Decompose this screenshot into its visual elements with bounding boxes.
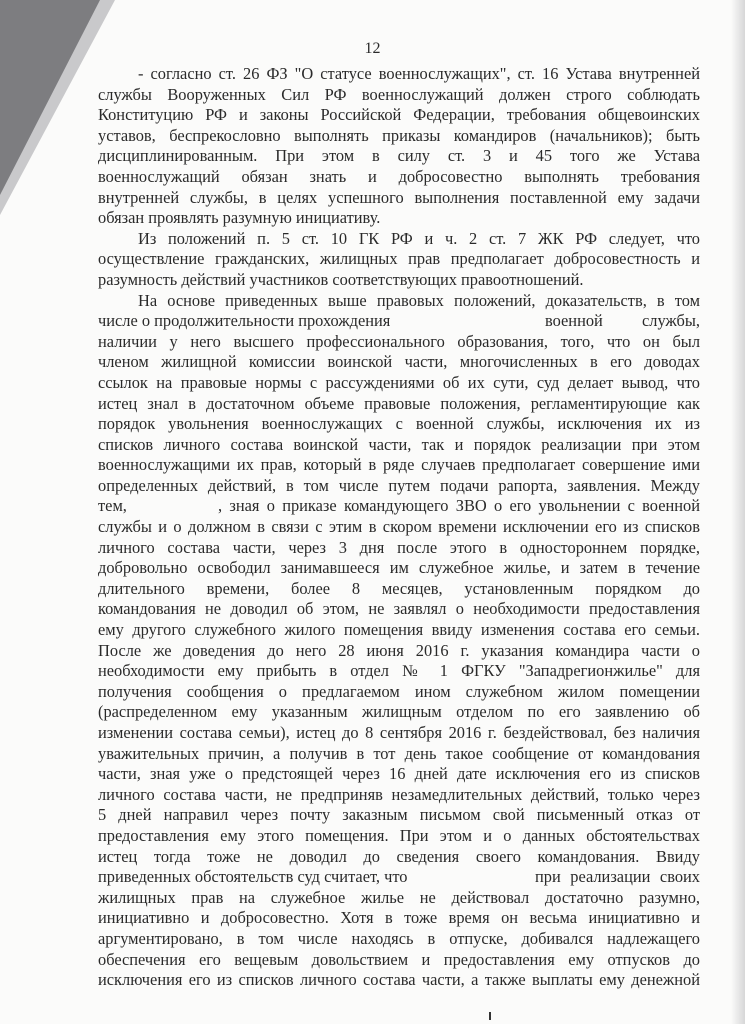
page-number: 12 xyxy=(364,40,381,57)
text-line: необходимости ему прибыть в отдел № 1 ФГКУ "Западрегионжилье" для xyxy=(98,661,700,681)
text-line: военнослужащими их прав, который в ряде случаев предполагает совершение ими xyxy=(98,455,700,475)
text-line-segment: тем, xyxy=(98,496,127,516)
text-line: личного состава части, не предприняв незамедлительных действий, только через xyxy=(98,784,700,804)
text-line: разумность действий участников соответствующих правоотношений. xyxy=(98,269,584,289)
text-line: осуществление гражданских, жилищных прав предполагает добросовестность и xyxy=(98,249,700,269)
text-line: предоставления ему этого помещения. При этом и о данных обстоятельствах xyxy=(98,825,700,845)
text-line-segment: при реализации своих xyxy=(535,867,700,887)
text-line-segment: числе о продолжительности прохождения xyxy=(98,311,391,331)
text-line: истец тогда тоже не доводил до сведения своего командования. Ввиду xyxy=(98,846,700,866)
text-line: исключения его из списков личного состава части, а также выплаты ему денежной xyxy=(98,970,700,990)
text-line: После же доведения до него 28 июня 2016 г. указания командира части о xyxy=(98,640,700,660)
text-line: обеспечения его вещевым довольствием и предоставления ему отпусков до xyxy=(98,949,700,969)
text-line: наличии у него высшего профессионального образования, того, что он был xyxy=(98,331,700,351)
text-line: службы и о должном в связи с этим в скором времени исключении его из списков xyxy=(98,517,700,537)
text-line: порядок увольнения военнослужащих с военной службы, исключения их из xyxy=(98,414,700,434)
text-line: изменении состава семьи), истец до 8 сентября 2016 г. бездействовал, без наличия xyxy=(98,723,700,742)
text-line xyxy=(98,311,700,332)
text-line: членом жилищной комиссии воинской части, многочисленных в его доводах xyxy=(98,352,700,372)
document-body xyxy=(98,64,700,991)
text-line: службы Вооруженных Сил РФ военнослужащий должен строго соблюдать xyxy=(98,84,700,104)
text-line-segment: , зная о приказе командующего ЗВО о его увольнении с военной xyxy=(218,496,700,516)
folded-page-corner xyxy=(0,0,100,195)
text-line: Конституцию РФ и законы Российской Федерации, требования общевоинских xyxy=(98,105,700,125)
text-line: - согласно ст. 26 ФЗ "О статусе военнослужащих", ст. 16 Устава внутренней xyxy=(138,64,700,83)
text-line: истец знал в достаточном объеме правовые положения, регламентирующие как xyxy=(98,393,700,413)
text-line: аргументировано, в том числе находясь в отпуске, добивался надлежащего xyxy=(98,928,700,948)
text-line: внутренней службы, в целях успешного выполнения поставленной ему задачи xyxy=(98,187,700,207)
text-line xyxy=(98,867,700,888)
text-line: ссылок на правовые нормы с рассуждениями об их сути, суд делает вывод, что xyxy=(98,372,700,392)
text-line: добровольно освободил занимавшееся им служебное жилье, и затем в течение xyxy=(98,558,700,578)
text-line: (распределенном ему указанным жилищным отделом по его заявлению об xyxy=(98,702,700,722)
text-line-segment: военной службы, xyxy=(545,311,700,331)
text-line: 5 дней направил через почту заказным письмом свой письменный отказ от xyxy=(98,805,700,825)
text-line-segment: приведенных обстоятельств суд считает, что xyxy=(98,867,408,887)
scan-mark xyxy=(489,1012,491,1020)
text-line: части, зная уже о предстоящей через 16 дней дате исключения его из списков xyxy=(98,764,700,784)
text-line: дисциплинированным. При этом в силу ст. 3 и 45 того же Устава xyxy=(98,146,700,166)
text-line: списков личного состава воинской части, так и порядок реализации при этом xyxy=(98,434,700,454)
text-line: Из положений п. 5 ст. 10 ГК РФ и ч. 2 ст. 7 ЖК РФ следует, что xyxy=(138,228,700,248)
text-line: получения сообщения о предлагаемом ином служебном жилом помещении xyxy=(98,681,700,701)
text-line xyxy=(98,496,700,517)
text-line: уставов, беспрекословно выполнять приказы командиров (начальников); быть xyxy=(98,125,700,145)
text-line: инициативно и добросовестно. Хотя в тоже время он весьма инициативно и xyxy=(98,908,700,928)
text-line: военнослужащий обязан знать и добросовестно выполнять требования xyxy=(98,166,700,186)
text-line: длительного времени, более 8 месяцев, установленным порядком до xyxy=(98,578,700,598)
text-line: определенных действий, в том числе путем подачи рапорта, заявления. Между xyxy=(98,475,700,495)
text-line: уважительных причин, а получив в тот день такое сообщение от командования xyxy=(98,743,700,763)
scan-edge-shadow xyxy=(731,0,745,1024)
text-line: обязан проявлять разумную инициативу. xyxy=(98,208,381,228)
text-line: ему другого служебного жилого помещения ввиду изменения состава его семьи. xyxy=(98,620,700,640)
text-line: На основе приведенных выше правовых положений, доказательств, в том xyxy=(138,290,700,310)
text-line: личного состава части, через 3 дня после этого в одностороннем порядке, xyxy=(98,537,700,557)
text-line: жилищных прав на служебное жилье не действовал достаточно разумно, xyxy=(98,887,700,907)
text-line: командования не доводил об этом, не заявлял о необходимости предоставления xyxy=(98,599,700,619)
